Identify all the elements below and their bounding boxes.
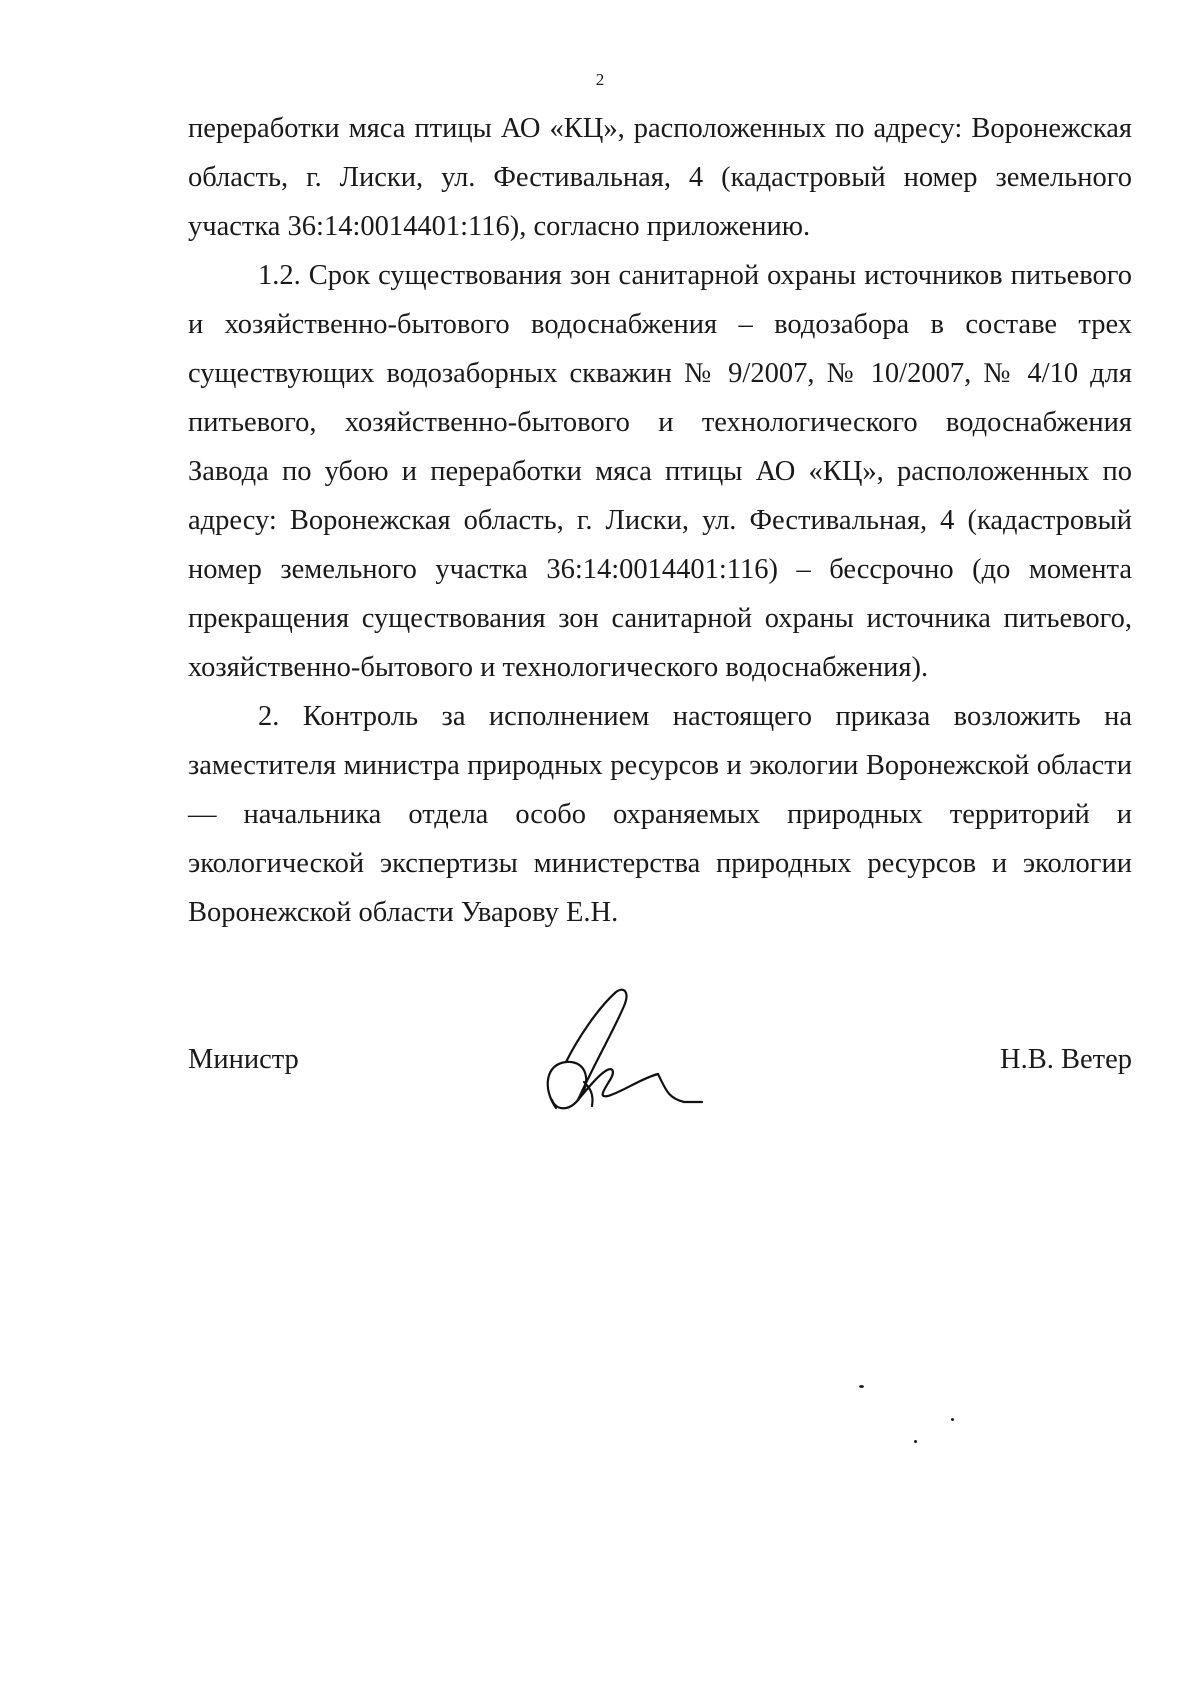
signer-name: Н.В. Ветер [1000,1044,1132,1075]
signature-icon [538,978,708,1128]
scan-speck [951,1418,954,1421]
paragraph-2: 2. Контроль за исполнением настоящего приказа возложить на заместителя министра природных ресурсов и экологии Воронежской области — начальника отдела особо охраняемых природных территорий и экологической экспертизы министерства природных ресурсов и экологии Воронежской области Уварову Е.Н. [188,701,1132,928]
paragraph-1-2: 1.2. Срок существования зон санитарной охраны источников питьевого и хозяйственно-бытового водоснабжения – водозабора в составе трех существующих водозаборных скважин № 9/2007, № 10/2007, № 4/10 для питьевого, хозяйственно-бытового и технологического водоснабжения Завода по убою и переработки мяса птицы АО «КЦ», расположенных по адресу: Воронежская область, г. Лиски, ул. Фестивальная, 4 (кадастровый номер земельного участка 36:14:0014401:116) – бессрочно (до момента прекращения существования зон санитарной охраны источника питьевого, хозяйственно-бытового и технологического водоснабжения). [188,260,1132,683]
signer-title: Министр [188,1044,299,1075]
document-body [188,104,1132,937]
scan-speck [859,1385,864,1388]
scan-speck [914,1440,917,1443]
paragraph-continuation: переработки мяса птицы АО «КЦ», расположенных по адресу: Воронежская область, г. Лиски, ул. Фестивальная, 4 (кадастровый номер земельного участка 36:14:0014401:116), согласно приложению. [188,113,1132,242]
page-number: 2 [595,70,605,89]
